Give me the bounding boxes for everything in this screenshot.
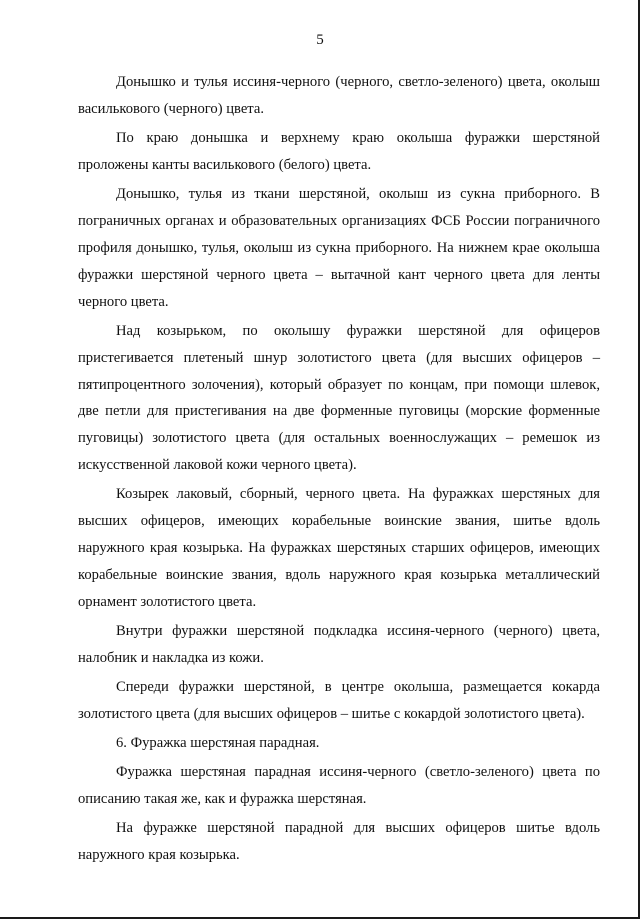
paragraph: Козырек лаковый, сборный, черного цвета. На фуражках шерстяных для высших офицеров, имеющих корабельные воинские звания, шитье вдоль наружного края козырька. На фуражках шерстяных старших офицеров, имеющих корабельные воинские звания, вдоль наружного края козырька металлический орнамент золотистого цвета.	[78, 486, 600, 610]
body-text	[78, 69, 600, 871]
paragraph: На фуражке шерстяной парадной для высших офицеров шитье вдоль наружного края козырька.	[78, 820, 600, 864]
paragraph: По краю донышка и верхнему краю околыша фуражки шерстяной проложены канты василькового (белого) цвета.	[78, 130, 600, 173]
paragraph: Над козырьком, по околышу фуражки шерстяной для офицеров пристегивается плетеный шнур золотистого цвета (для высших офицеров – пятипроцентного золочения), который образует по концам, при помощи шлевок, две петли для пристегивания на две форменные пуговицы (морские форменные пуговицы) золотистого цвета (для остальных военнослужащих – ремешок из искусственной лаковой кожи черного цвета).	[78, 322, 600, 474]
page-number: 5	[316, 32, 324, 48]
section-heading: 6. Фуражка шерстяная парадная.	[116, 735, 320, 752]
paragraph: Фуражка шерстяная парадная иссиня-черного (светло-зеленого) цвета по описанию такая же, как и фуражка шерстяная.	[78, 764, 600, 808]
paragraph: Донышко, тулья из ткани шерстяной, околыш из сукна приборного. В пограничных органах и образовательных организациях ФСБ России пограничного профиля донышко, тулья, околыш из сукна приборного. На нижнем крае околыша фуражки шерстяной черного цвета – вытачной кант черного цвета для ленты черного цвета.	[78, 186, 600, 310]
paragraph: Внутри фуражки шерстяной подкладка иссиня-черного (черного) цвета, налобник и накладка из кожи.	[78, 623, 600, 666]
paragraph: Донышко и тулья иссиня-черного (черного, светло-зеленого) цвета, околыш василькового (черного) цвета.	[78, 74, 600, 117]
paragraph: Спереди фуражки шерстяной, в центре околыша, размещается кокарда золотистого цвета (для высших офицеров – шитье с кокардой золотистого цвета).	[78, 679, 600, 722]
